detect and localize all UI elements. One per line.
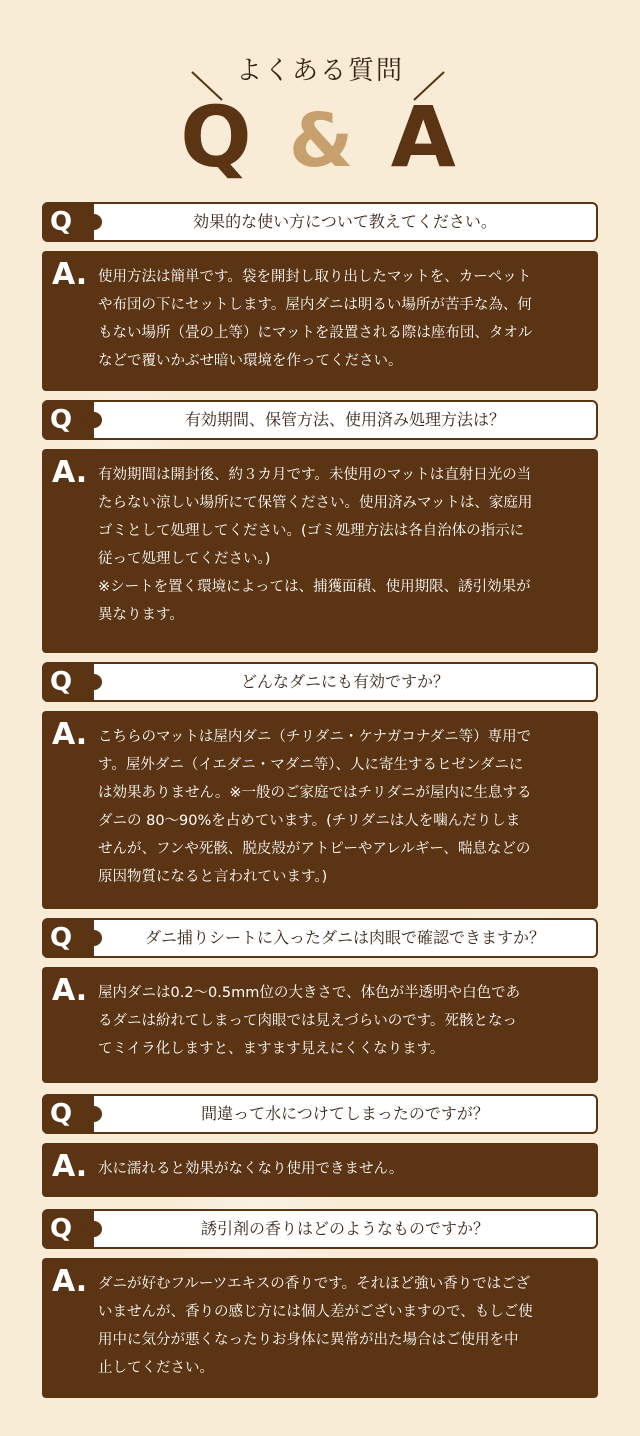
qa-title-a: A <box>390 88 460 186</box>
answer-text: 有効期間は開封後、約３カ月です。未使用のマットは直射日光の当 たらない涼しい場所にて保管ください。使用済みマットは、家庭用 ゴミとして処理してください。(ゴミ処理方法は各自治体の指示に 従って処理してください。) ※シートを置く環境によっては、捕獲面積、使用期限、誘引効果が 異なります。 <box>98 467 533 623</box>
question-bar <box>42 918 598 958</box>
question-text: ダニ捕りシートに入ったダニは肉眼で確認できますか？ <box>144 928 545 947</box>
answer-text: こちらのマットは屋内ダニ（チリダニ・ケナガコナダニ等）専用で す。屋外ダニ（イエダニ・マダニ等）、人に寄生するヒゼンダニに は効果ありません。※一般のご家庭ではチリダニが屋内に生息する ダニの 80～90%を占めています。(チリダニは人を噛んだりしま せんが、フンや死骸、脱皮殻がアトピーやアレルギー、喘息などの 原因物質になると言われています。) <box>98 729 532 885</box>
faq-item <box>42 1209 598 1398</box>
answer-text: 屋内ダニは0.2～0.5mm位の大きさで、体色が半透明や白色であ るダニは紛れてしまって肉眼では見えづらいのです。死骸となっ てミイラ化しますと、ますます見えにくくなります。 <box>98 985 521 1057</box>
question-badge: Q <box>42 1094 94 1134</box>
qa-title-amp: & <box>288 98 358 184</box>
answer-text: 水に濡れると効果がなくなり使用できません。 <box>98 1161 404 1177</box>
question-text: 有効期間、保管方法、使用済み処理方法は？ <box>184 410 505 429</box>
qa-title-q: Q <box>180 88 256 186</box>
answer-text: 使用方法は簡単です。袋を開封し取り出したマットを、カーペット や布団の下にセットします。屋内ダニは明るい場所が苦手な為、何 もない場所（畳の上等）にマットを設置される際は座布団、タオル などで覆いかぶせ暗い環境を作ってください。 <box>98 269 533 369</box>
question-badge: Q <box>42 400 94 440</box>
question-text: 間違って水につけてしまったのですが？ <box>201 1104 489 1123</box>
answer-mark: A. <box>52 1264 88 1299</box>
question-bar <box>42 202 598 242</box>
question-badge: Q <box>42 918 94 958</box>
answer-mark: A. <box>52 1149 88 1184</box>
answer-box <box>42 1258 598 1398</box>
answer-box <box>42 967 598 1083</box>
answer-mark: A. <box>52 973 88 1008</box>
answer-text: ダニが好むフルーツエキスの香りです。それほど強い香りではござ いませんが、香りの感じ方には個人差がございますので、もしご使 用中に気分が悪くなったりお身体に異常が出た場合はご使用を中 止してください。 <box>98 1276 533 1376</box>
faq-item <box>42 918 598 1083</box>
answer-box <box>42 251 598 391</box>
question-badge: Q <box>42 662 94 702</box>
answer-box <box>42 449 598 653</box>
faq-item <box>42 662 598 909</box>
question-bar <box>42 1209 598 1249</box>
answer-mark: A. <box>52 257 88 292</box>
question-bar <box>42 662 598 702</box>
faq-subtitle: よくある質問 <box>235 56 404 86</box>
question-text: どんなダニにも有効ですか？ <box>240 672 449 691</box>
faq-item <box>42 202 598 391</box>
question-text: 効果的な使い方について教えてください。 <box>193 212 497 231</box>
question-badge: Q <box>42 1209 94 1249</box>
faq-header <box>0 0 640 200</box>
faq-item <box>42 400 598 653</box>
question-badge: Q <box>42 202 94 242</box>
qa-title <box>0 88 640 186</box>
answer-box <box>42 711 598 909</box>
question-bar <box>42 1094 598 1134</box>
faq-item <box>42 1094 598 1197</box>
answer-mark: A. <box>52 455 88 490</box>
answer-box <box>42 1143 598 1197</box>
answer-mark: A. <box>52 717 88 752</box>
question-text: 誘引剤の香りはどのようなものですか？ <box>200 1219 489 1238</box>
question-bar <box>42 400 598 440</box>
